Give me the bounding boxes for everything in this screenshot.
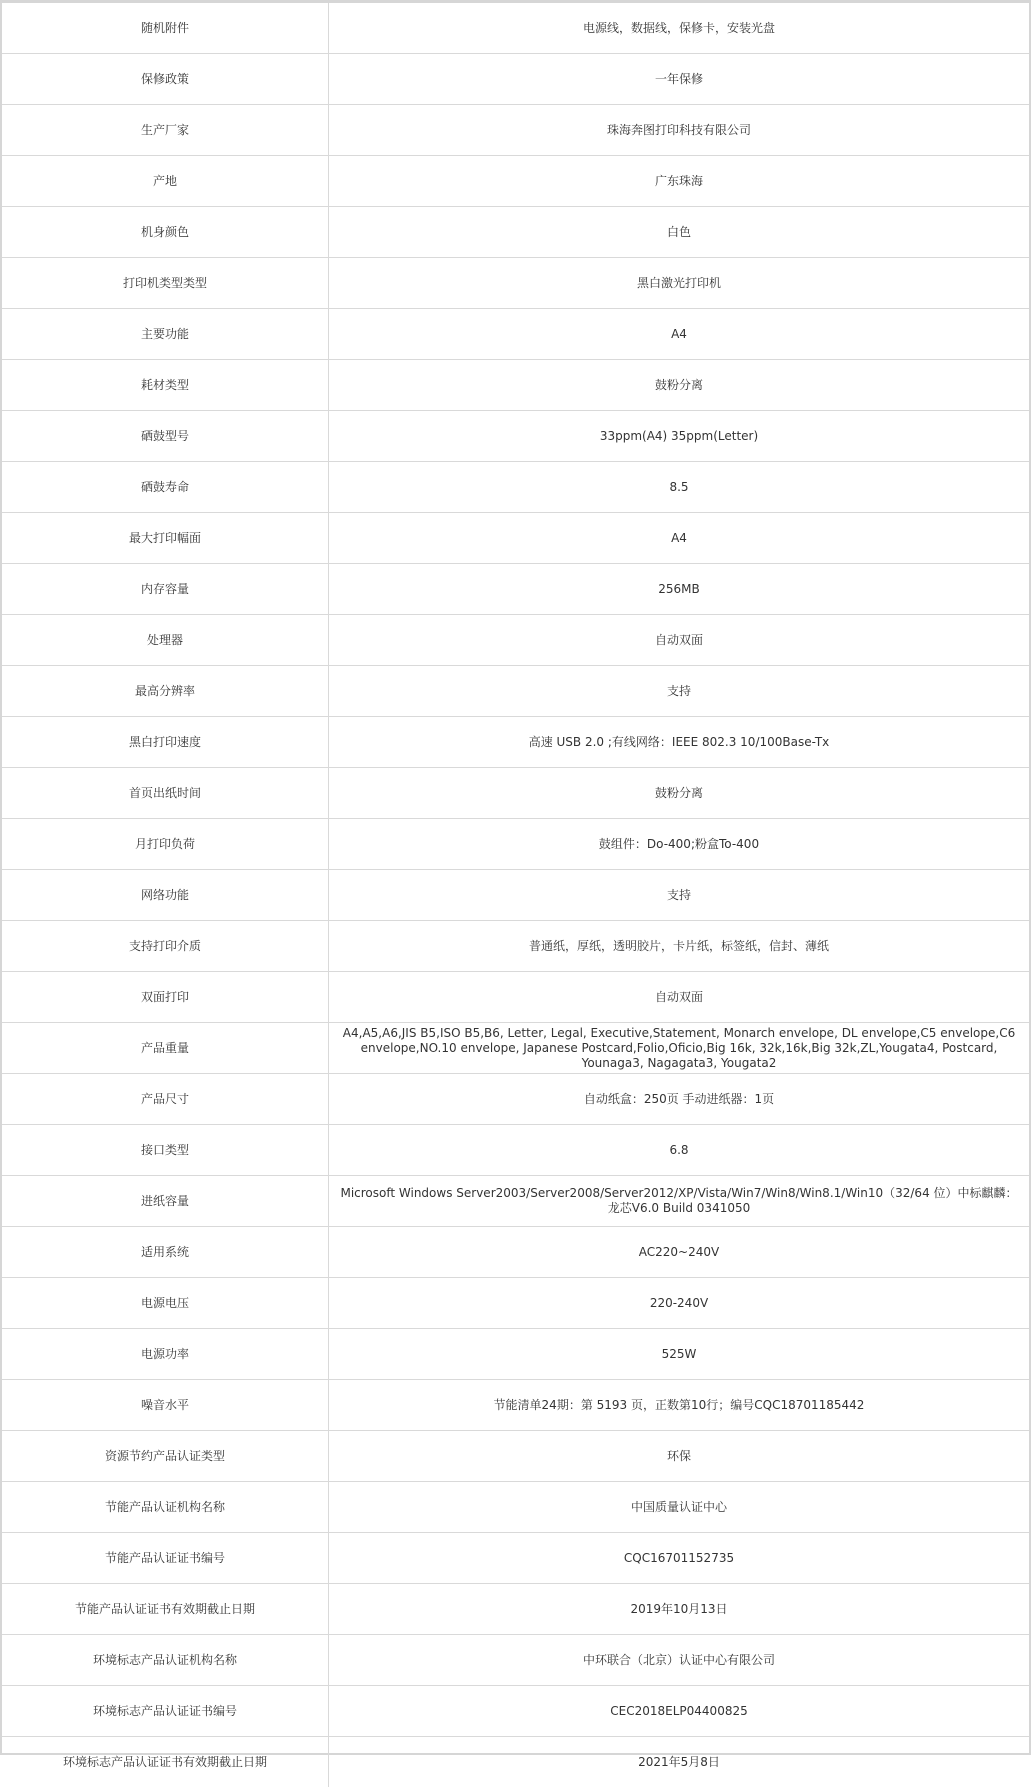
- spec-value: 黑白激光打印机: [329, 258, 1030, 309]
- table-row: [2, 768, 1029, 819]
- table-row: [2, 513, 1029, 564]
- table-row: [2, 54, 1029, 105]
- table-row: [2, 3, 1029, 54]
- spec-label: 内存容量: [2, 564, 329, 615]
- table-row: [2, 870, 1029, 921]
- table-row: [2, 411, 1029, 462]
- spec-label: 节能产品认证机构名称: [2, 1482, 329, 1533]
- table-row: [2, 1482, 1029, 1533]
- table-row: [2, 921, 1029, 972]
- spec-label: 节能产品认证证书有效期截止日期: [2, 1584, 329, 1635]
- spec-table: [2, 3, 1029, 1787]
- spec-value: A4: [329, 513, 1030, 564]
- spec-value: 普通纸，厚纸，透明胶片，卡片纸，标签纸，信封、薄纸: [329, 921, 1030, 972]
- spec-value: 支持: [329, 666, 1030, 717]
- spec-value: 自动双面: [329, 615, 1030, 666]
- table-row: [2, 1533, 1029, 1584]
- table-row: [2, 1431, 1029, 1482]
- spec-label: 双面打印: [2, 972, 329, 1023]
- spec-label: 产地: [2, 156, 329, 207]
- spec-label: 环境标志产品认证证书有效期截止日期: [2, 1737, 329, 1787]
- spec-value: 256MB: [329, 564, 1030, 615]
- spec-value: 鼓组件：Do-400;粉盒To-400: [329, 819, 1030, 870]
- spec-value: 环保: [329, 1431, 1030, 1482]
- spec-label: 保修政策: [2, 54, 329, 105]
- spec-label: 耗材类型: [2, 360, 329, 411]
- spec-value: 8.5: [329, 462, 1030, 513]
- spec-value: 一年保修: [329, 54, 1030, 105]
- spec-value: 33ppm(A4) 35ppm(Letter): [329, 411, 1030, 462]
- table-row: [2, 258, 1029, 309]
- spec-label: 电源功率: [2, 1329, 329, 1380]
- table-row: [2, 1737, 1029, 1787]
- spec-label: 机身颜色: [2, 207, 329, 258]
- spec-label: 处理器: [2, 615, 329, 666]
- spec-label: 产品尺寸: [2, 1074, 329, 1125]
- spec-value: 中国质量认证中心: [329, 1482, 1030, 1533]
- spec-label: 支持打印介质: [2, 921, 329, 972]
- spec-value: 高速 USB 2.0 ;有线网络：IEEE 802.3 10/100Base-Tx: [329, 717, 1030, 768]
- spec-label: 主要功能: [2, 309, 329, 360]
- table-row: [2, 1227, 1029, 1278]
- spec-value: 中环联合（北京）认证中心有限公司: [329, 1635, 1030, 1686]
- spec-label: 进纸容量: [2, 1176, 329, 1227]
- spec-value: 白色: [329, 207, 1030, 258]
- spec-value: 自动双面: [329, 972, 1030, 1023]
- spec-value: 自动纸盒：250页 手动进纸器：1页: [329, 1074, 1030, 1125]
- table-row: [2, 1584, 1029, 1635]
- spec-label: 环境标志产品认证证书编号: [2, 1686, 329, 1737]
- spec-label: 月打印负荷: [2, 819, 329, 870]
- spec-value: 525W: [329, 1329, 1030, 1380]
- spec-value: Microsoft Windows Server2003/Server2008/Server2012/XP/Vista/Win7/Win8/Win8.1/Win10（32/64 位）中标麒麟：龙芯V6.0 Build 0341050: [329, 1176, 1030, 1227]
- table-row: [2, 615, 1029, 666]
- spec-value: 电源线，数据线，保修卡，安装光盘: [329, 3, 1030, 54]
- table-row: [2, 105, 1029, 156]
- spec-label: 随机附件: [2, 3, 329, 54]
- spec-value: 鼓粉分离: [329, 768, 1030, 819]
- table-row: [2, 309, 1029, 360]
- table-row: [2, 717, 1029, 768]
- spec-label: 硒鼓型号: [2, 411, 329, 462]
- spec-label: 资源节约产品认证类型: [2, 1431, 329, 1482]
- table-row: [2, 207, 1029, 258]
- spec-value: 广东珠海: [329, 156, 1030, 207]
- spec-value: A4,A5,A6,JIS B5,ISO B5,B6, Letter, Legal, Executive,Statement, Monarch envelope, DL envelope,C5 envelope,C6 envelope,NO.10 envelope, Japanese Postcard,Folio,Oficio,Big 16k, 32k,16k,Big 32k,ZL,Yougata4, Postcard, Younaga3, Nagagata3, Yougata2: [329, 1023, 1030, 1074]
- spec-value: CQC16701152735: [329, 1533, 1030, 1584]
- table-row: [2, 1023, 1029, 1074]
- spec-label: 接口类型: [2, 1125, 329, 1176]
- table-row: [2, 1125, 1029, 1176]
- spec-label: 首页出纸时间: [2, 768, 329, 819]
- spec-label: 节能产品认证证书编号: [2, 1533, 329, 1584]
- table-row: [2, 1329, 1029, 1380]
- table-row: [2, 564, 1029, 615]
- spec-label: 环境标志产品认证机构名称: [2, 1635, 329, 1686]
- spec-label: 生产厂家: [2, 105, 329, 156]
- spec-label: 适用系统: [2, 1227, 329, 1278]
- table-row: [2, 360, 1029, 411]
- spec-label: 噪音水平: [2, 1380, 329, 1431]
- table-row: [2, 666, 1029, 717]
- spec-label: 电源电压: [2, 1278, 329, 1329]
- table-row: [2, 972, 1029, 1023]
- spec-value: 2019年10月13日: [329, 1584, 1030, 1635]
- table-row: [2, 1176, 1029, 1227]
- spec-value: 节能清单24期：第 5193 页，正数第10行；编号CQC18701185442: [329, 1380, 1030, 1431]
- spec-value: 220-240V: [329, 1278, 1030, 1329]
- spec-value: 支持: [329, 870, 1030, 921]
- spec-label: 打印机类型类型: [2, 258, 329, 309]
- spec-value: 2021年5月8日: [329, 1737, 1030, 1787]
- table-row: [2, 1686, 1029, 1737]
- spec-value: CEC2018ELP04400825: [329, 1686, 1030, 1737]
- spec-label: 黑白打印速度: [2, 717, 329, 768]
- spec-value: 珠海奔图打印科技有限公司: [329, 105, 1030, 156]
- table-row: [2, 462, 1029, 513]
- table-row: [2, 1278, 1029, 1329]
- spec-label: 最高分辨率: [2, 666, 329, 717]
- spec-table-body: [2, 3, 1029, 1787]
- spec-label: 最大打印幅面: [2, 513, 329, 564]
- spec-label: 产品重量: [2, 1023, 329, 1074]
- table-row: [2, 156, 1029, 207]
- spec-label: 硒鼓寿命: [2, 462, 329, 513]
- spec-value: AC220~240V: [329, 1227, 1030, 1278]
- table-row: [2, 1380, 1029, 1431]
- table-row: [2, 1635, 1029, 1686]
- spec-value: 鼓粉分离: [329, 360, 1030, 411]
- spec-value: 6.8: [329, 1125, 1030, 1176]
- spec-label: 网络功能: [2, 870, 329, 921]
- table-row: [2, 1074, 1029, 1125]
- spec-value: A4: [329, 309, 1030, 360]
- table-row: [2, 819, 1029, 870]
